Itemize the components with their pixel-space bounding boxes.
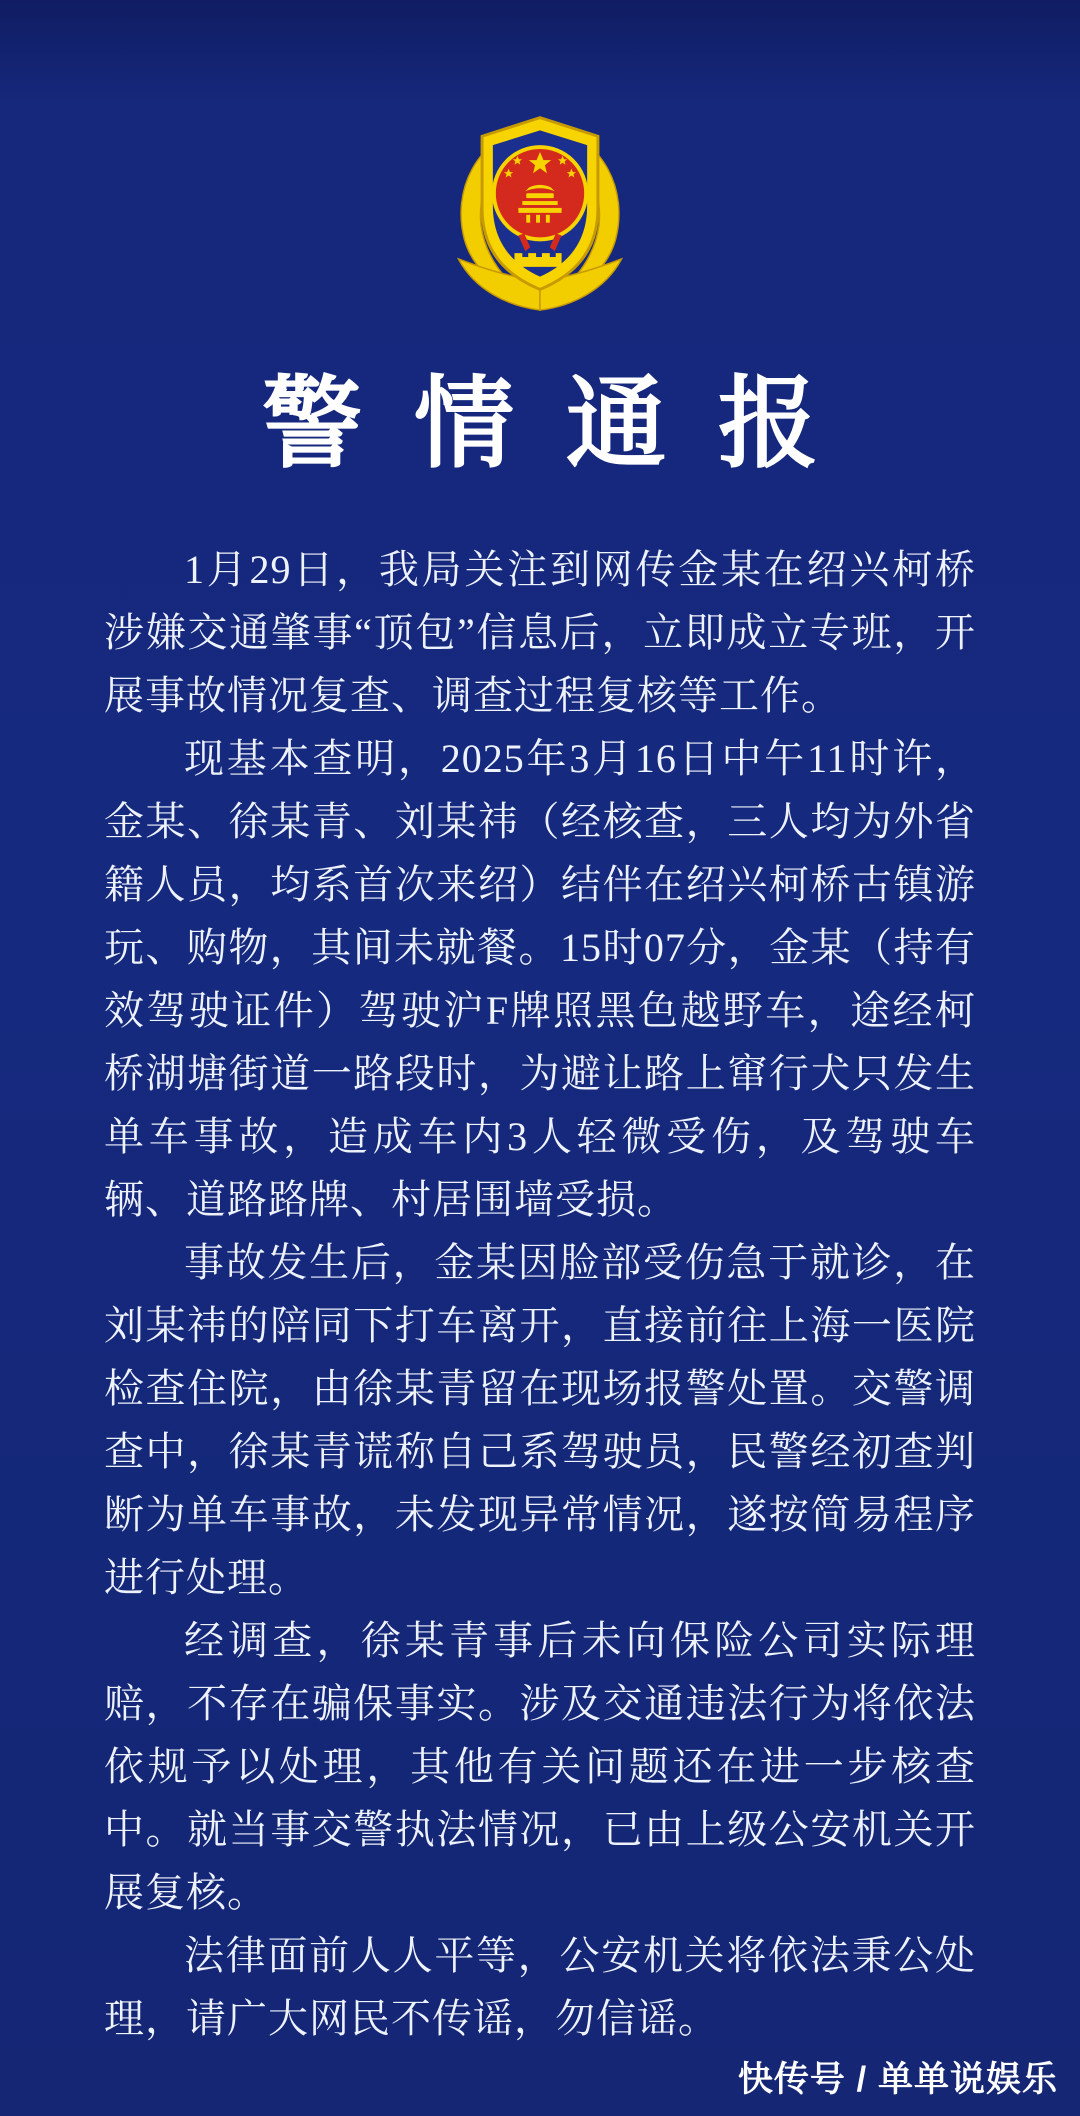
notice-paragraph-3: 事故发生后，金某因脸部受伤急于就诊，在刘某祎的陪同下打车离开，直接前往上海一医院检查住院，由徐某青留在现场报警处置。交警调查中，徐某青谎称自己系驾驶员，民警经初查判断为单车事故，未发现异常情况，遂按简易程序进行处理。 [104,1240,976,1600]
notice-paragraph-2: 现基本查明，2025年3月16日中午11时许，金某、徐某青、刘某祎（经核查，三人均为外省籍人员，均系首次来绍）结伴在绍兴柯桥古镇游玩、购物，其间未就餐。15时07分，金某（持有效驾驶证件）驾驶沪F牌照黑色越野车，途经柯桥湖塘街道一路段时，为避让路上窜行犬只发生单车事故，造成车内3人轻微受伤，及驾驶车辆、道路路牌、村居围墙受损。 [104,736,976,1222]
notice-paragraph-4: 经调查，徐某青事后未向保险公司实际理赔，不存在骗保事实。涉及交通违法行为将依法依规予以处理，其他有关问题还在进一步核查中。就当事交警执法情况，已由上级公安机关开展复核。 [104,1618,976,1915]
badge-container [0,92,1080,318]
watermark: 快传号 / 单单说娱乐 [737,2060,1058,2099]
notice-paragraph-1: 1月29日，我局关注到网传金某在绍兴柯桥涉嫌交通肇事“顶包”信息后，立即成立专班，开展事故情况复查、调查过程复核等工作。 [104,547,976,718]
notice-paragraph-5: 法律面前人人平等，公安机关将依法秉公处理，请广大网民不传谣，勿信谣。 [104,1933,976,2041]
notice-body [0,538,1080,2050]
police-badge-icon [432,92,648,318]
notice-title: 警情通报 [262,369,870,480]
